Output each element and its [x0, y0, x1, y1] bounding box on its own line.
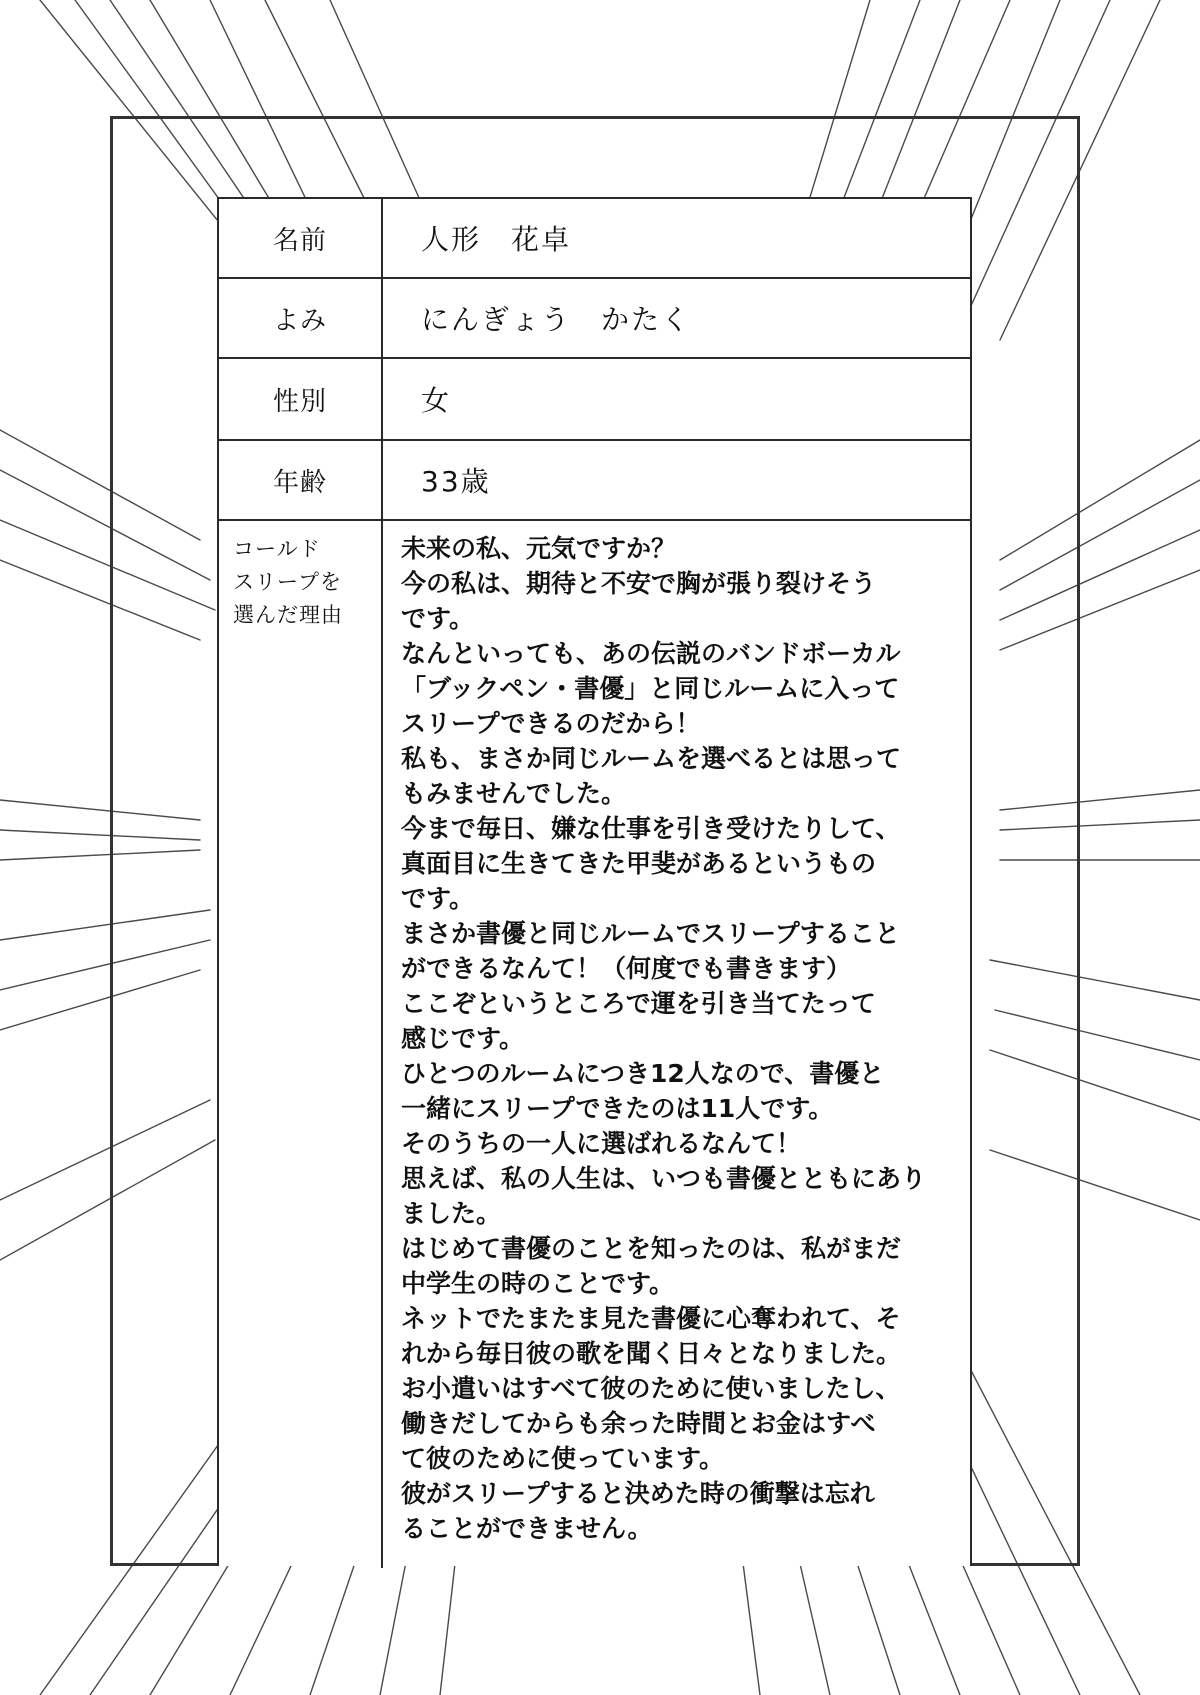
name-value: 人形 花卓	[421, 223, 572, 256]
reason-line: ました。	[401, 1199, 502, 1228]
reason-line: ネットでたまたま見た書優に心奪われて、そ	[401, 1304, 901, 1333]
reason-label-line: コールド	[233, 537, 321, 561]
reason-line: もみませんでした。	[401, 779, 627, 808]
reason-line: です。	[401, 884, 475, 913]
reason-line: 私も、まさか同じルームを選べるとは思って	[401, 744, 902, 773]
reason-line: 中学生の時のことです。	[401, 1269, 675, 1298]
reason-line: 感じです。	[401, 1024, 525, 1053]
row-name	[219, 199, 970, 279]
gender-value: 女	[421, 384, 452, 417]
reason-line: はじめて書優のことを知ったのは、私がまだ	[401, 1234, 902, 1263]
reason-line: て彼のために使っています。	[401, 1444, 725, 1473]
row-yomi	[219, 279, 970, 359]
reason-line: 真面目に生きてきた甲斐があるというもの	[401, 849, 877, 878]
reason-line: なんといっても、あの伝説のバンドボーカル	[401, 639, 901, 668]
profile-form	[217, 197, 972, 1566]
name-label: 名前	[272, 225, 327, 256]
reason-line: 今の私は、期待と不安で胸が張り裂けそう	[401, 569, 877, 598]
yomi-label: よみ	[272, 305, 327, 336]
reason-text	[401, 531, 961, 1546]
age-label: 年齢	[272, 467, 327, 498]
row-gender	[219, 359, 970, 441]
reason-line: お小遣いはすべて彼のために使いましたし、	[401, 1374, 901, 1403]
reason-line: ここぞというところで運を引き当てたって	[401, 989, 876, 1018]
reason-line: スリープできるのだから！	[401, 709, 701, 738]
reason-line: まさか書優と同じルームでスリープすること	[401, 919, 900, 948]
reason-line: 今まで毎日、嫌な仕事を引き受けたりして、	[401, 814, 901, 843]
reason-line: です。	[401, 604, 475, 633]
gender-label: 性別	[272, 386, 327, 417]
reason-line: ることができません。	[401, 1514, 653, 1543]
reason-line: 働きだしてからも余った時間とお金はすべ	[401, 1409, 876, 1438]
age-value: 33歳	[421, 465, 491, 498]
reason-line: ひとつのルームにつき12人なので、書優と	[401, 1059, 885, 1088]
reason-line: 未来の私、元気ですか？	[401, 534, 677, 563]
reason-line: 思えば、私の人生は、いつも書優とともにあり	[401, 1164, 927, 1193]
reason-line: 彼がスリープすると決めた時の衝撃は忘れ	[401, 1479, 875, 1508]
reason-line: そのうちの一人に選ばれるなんて！	[401, 1129, 802, 1158]
reason-line: 「ブックペン・書優」と同じルームに入って	[401, 674, 900, 703]
reason-line: ができるなんて！（何度でも書きます）	[401, 954, 852, 983]
reason-line: れから毎日彼の歌を聞く日々となりました。	[401, 1339, 902, 1368]
yomi-value: にんぎょう かたく	[421, 303, 692, 336]
reason-label	[233, 533, 373, 632]
reason-label-line: 選んだ理由	[233, 603, 343, 627]
reason-label-line: スリープを	[233, 570, 342, 594]
row-age	[219, 441, 970, 521]
reason-line: 一緒にスリープできたのは11人です。	[401, 1094, 834, 1123]
